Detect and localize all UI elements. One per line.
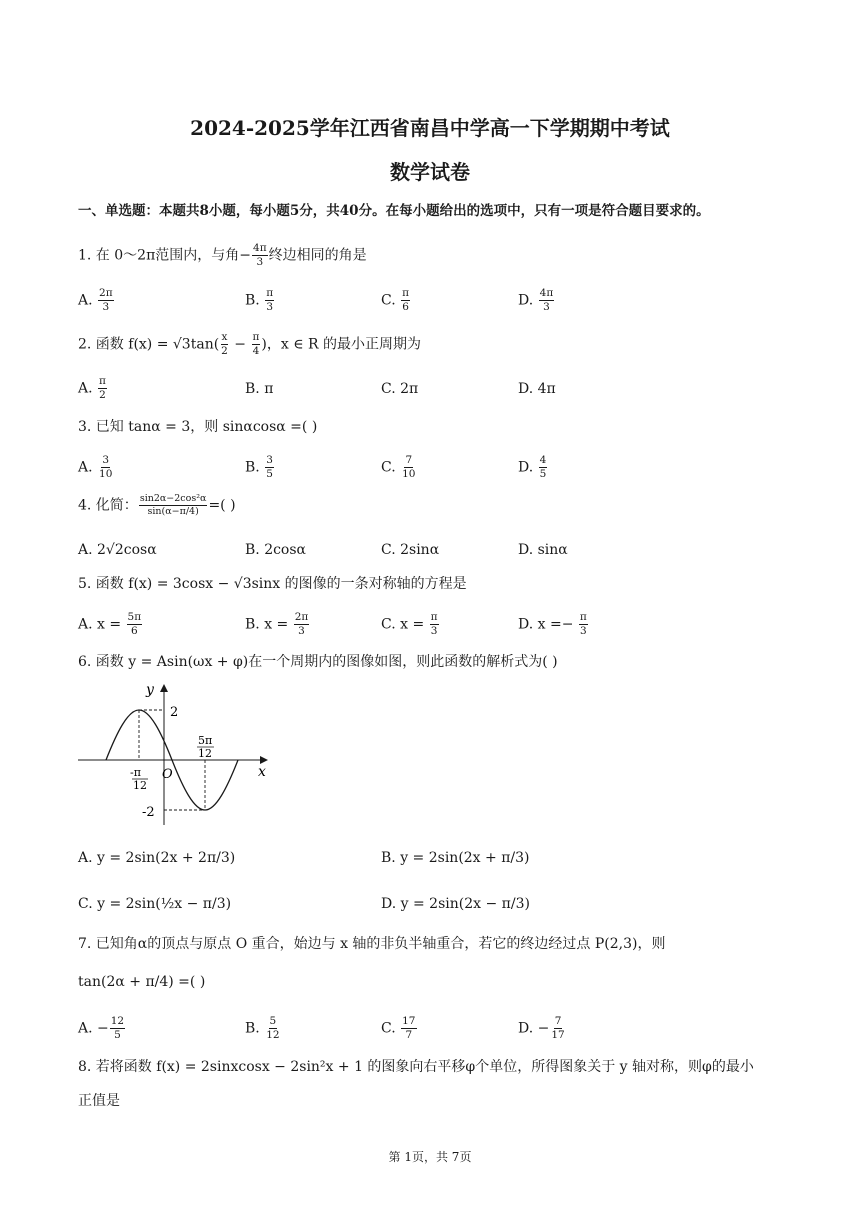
q1-fraction: $\frac{4\pi}{3}$: [253, 242, 267, 269]
q4-option-d: D. sinα: [518, 542, 568, 558]
question-2: 2. 函数 f(x) = √3tan( $\frac{x}{2}$ − $\frac{\pi}{4}$ )，x ∈ R 的最小正周期为: [78, 331, 422, 358]
max-label: 2: [170, 705, 179, 720]
q5-option-c: C. x = $\frac{\pi}{3}$: [381, 611, 438, 638]
origin-label: O: [162, 767, 173, 782]
section-heading: 一、单选题：本题共8小题，每小题5分，共40分。在每小题给出的选项中，只有一项是符合题目要求的。: [78, 203, 710, 219]
q6-option-a: A. y = 2sin(2x + 2π/3): [78, 850, 236, 866]
min-label: -2: [142, 805, 155, 820]
q5-option-b: B. x = $\frac{2\pi}{3}$: [245, 611, 309, 638]
q4-fraction: $\frac{\text{sin2α−2cos²α}}{\sin(\alpha-\pi/4)}$: [139, 493, 207, 517]
q7-option-a: A. − $\frac{12}{5}$: [78, 1015, 125, 1042]
y-axis-arrow: [160, 684, 168, 692]
q5-option-a: A. x = $\frac{5\pi}{6}$: [78, 611, 142, 638]
pos-tick-num: 5π: [198, 734, 213, 747]
q6-option-b: B. y = 2sin(2x + π/3): [381, 850, 530, 866]
question-7-line-2: tan(2α + π/4) =( ): [78, 974, 206, 990]
page-footer: 第 1页，共 7页: [388, 1150, 472, 1164]
q1-option-c: C. $\frac{\pi}{6}$: [381, 287, 410, 314]
question-1: [78, 243, 367, 268]
q6-option-c: C. y = 2sin(½x − π/3): [78, 896, 232, 912]
q1-option-d: D. $\frac{4\pi}{3}$: [518, 287, 554, 314]
question-3: 3. 已知 tanα = 3，则 sinαcosα =( ): [78, 419, 318, 435]
q5-option-d: D. x =− $\frac{\pi}{3}$: [518, 611, 587, 638]
question-5: 5. 函数 f(x) = 3cosx − √3sinx 的图像的一条对称轴的方程是: [78, 576, 467, 592]
q2-option-b: B. π: [245, 381, 274, 397]
q7-option-d: D. − $\frac{7}{17}$: [518, 1015, 565, 1042]
question-7-line-1: 7. 已知角α的顶点与原点 O 重合，始边与 x 轴的非负半轴重合，若它的终边经过点 P(2,3)，则: [78, 936, 666, 952]
neg-tick-num: -π: [130, 766, 141, 779]
q3-option-a: A. $\frac{3}{10}$: [78, 454, 113, 481]
q1-option-a: A. $\frac{2\pi}{3}$: [78, 287, 113, 314]
q7-option-c: C. $\frac{17}{7}$: [381, 1015, 416, 1042]
q4-option-c: C. 2sinα: [381, 542, 440, 558]
question-4: 4. 化简： $\frac{\text{sin2α−2cos²α}}{\sin(\alpha-\pi/4)}$ =( ): [78, 493, 236, 517]
pos-tick-den: 12: [198, 747, 212, 760]
q6-option-d: D. y = 2sin(2x − π/3): [381, 896, 530, 912]
q2-option-c: C. 2π: [381, 381, 419, 397]
q4-option-b: B. 2cosα: [245, 542, 307, 558]
q3-option-d: D. $\frac{4}{5}$: [518, 454, 547, 481]
neg-tick-den: 12: [133, 779, 147, 792]
x-axis-arrow: [260, 756, 268, 764]
exam-title: 2024-2025学年江西省南昌中学高一下学期期中考试: [190, 116, 670, 140]
question-8-line-2: 正值是: [78, 1093, 120, 1109]
x-axis-label: x: [258, 764, 266, 780]
q1-option-b: B. $\frac{\pi}{3}$: [245, 287, 274, 314]
exam-subtitle: 数学试卷: [390, 160, 470, 184]
q7-option-b: B. $\frac{5}{12}$: [245, 1015, 280, 1042]
q3-option-b: B. $\frac{3}{5}$: [245, 454, 273, 481]
q4-option-a: A. 2√2cosα: [78, 542, 157, 558]
question-6: 6. 函数 y = Asin(ωx + φ)在一个周期内的图像如图，则此函数的解析式为( ): [78, 654, 558, 670]
y-axis-label: y: [146, 682, 154, 698]
q1-text-post: 终边相同的角是: [268, 247, 367, 264]
question-8-line-1: 8. 若将函数 f(x) = 2sinxcosx − 2sin²x + 1 的图象向右平移φ个单位，所得图象关于 y 轴对称，则φ的最小: [78, 1059, 754, 1075]
sine-graph: [76, 680, 276, 830]
q2-option-d: D. 4π: [518, 381, 556, 397]
q3-option-c: C. $\frac{7}{10}$: [381, 454, 416, 481]
q1-text-pre: 1. 在 0～2π范围内，与角−: [78, 247, 252, 264]
q2-option-a: A. $\frac{\pi}{2}$: [78, 375, 106, 402]
